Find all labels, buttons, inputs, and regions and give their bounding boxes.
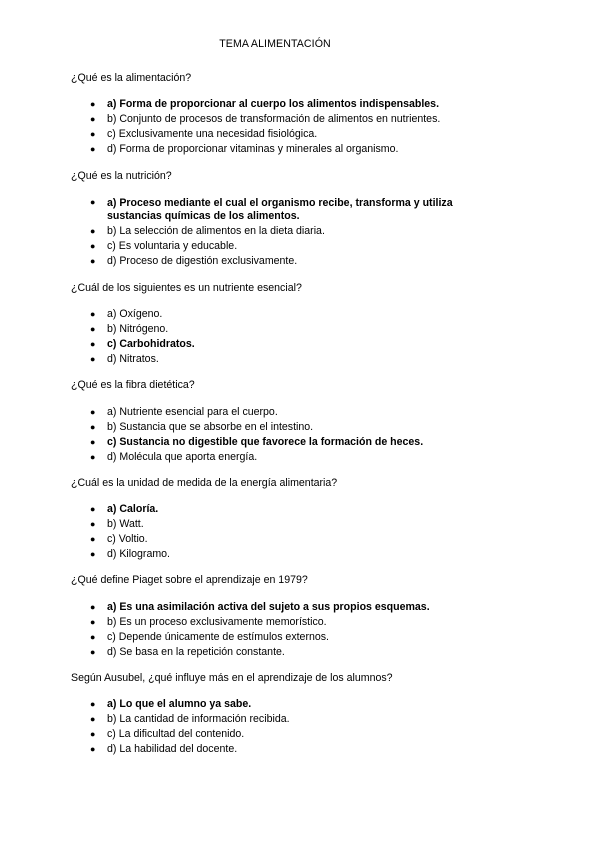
option-text: d) Proceso de digestión exclusivamente. <box>107 255 298 267</box>
option-text: c) Es voluntaria y educable. <box>107 240 238 252</box>
option-3d <box>0 352 477 367</box>
bullet-icon: ● <box>90 632 96 642</box>
option-4c <box>0 435 477 450</box>
bullet-icon: ● <box>90 602 96 612</box>
bullet-icon: ● <box>90 309 96 319</box>
option-text: d) Nitratos. <box>107 353 159 365</box>
bullet-icon: ● <box>90 617 96 627</box>
bullet-icon: ● <box>90 744 96 754</box>
option-2a <box>0 196 477 224</box>
option-text: a) Nutriente esencial para el cuerpo. <box>107 406 278 418</box>
bullet-icon: ● <box>90 324 96 334</box>
question-4: ¿Qué es la fibra dietética? <box>71 379 195 391</box>
question-7: Según Ausubel, ¿qué influye más en el aprendizaje de los alumnos? <box>71 672 393 684</box>
option-text: d) Molécula que aporta energía. <box>107 451 258 463</box>
option-6d <box>0 645 477 660</box>
options-2 <box>0 196 600 269</box>
option-2b <box>0 224 477 239</box>
option-1c <box>0 127 477 142</box>
option-text: d) Kilogramo. <box>107 548 170 560</box>
bullet-icon: ● <box>90 226 96 236</box>
option-text: d) Se basa en la repetición constante. <box>107 646 285 658</box>
question-3: ¿Cuál de los siguientes es un nutriente esencial? <box>71 282 302 294</box>
option-5d <box>0 547 477 562</box>
option-6b <box>0 615 477 630</box>
option-text: c) Carbohidratos. <box>107 338 195 350</box>
option-3a <box>0 307 477 322</box>
option-3c <box>0 337 477 352</box>
option-1b <box>0 112 477 127</box>
bullet-icon: ● <box>90 354 96 364</box>
option-text: c) Voltio. <box>107 533 148 545</box>
option-7b <box>0 712 477 727</box>
question-2: ¿Qué es la nutrición? <box>71 170 172 182</box>
option-text: c) Exclusivamente una necesidad fisiológica. <box>107 128 318 140</box>
bullet-icon: ● <box>90 256 96 266</box>
bullet-icon: ● <box>90 437 96 447</box>
option-5c <box>0 532 477 547</box>
option-text: b) La cantidad de información recibida. <box>107 713 290 725</box>
question-1: ¿Qué es la alimentación? <box>71 72 192 84</box>
bullet-icon: ● <box>90 729 96 739</box>
bullet-icon: ● <box>90 647 96 657</box>
bullet-icon: ● <box>90 699 96 709</box>
option-text: d) La habilidad del docente. <box>107 743 238 755</box>
bullet-icon: ● <box>90 241 96 251</box>
option-text: a) Lo que el alumno ya sabe. <box>107 698 252 710</box>
document-title: TEMA ALIMENTACIÓN <box>219 38 331 50</box>
bullet-icon: ● <box>90 714 96 724</box>
option-text: b) Watt. <box>107 518 144 530</box>
option-2c <box>0 239 477 254</box>
bullet-icon: ● <box>90 534 96 544</box>
option-7a <box>0 697 477 712</box>
option-text: a) Es una asimilación activa del sujeto a sus propios esquemas. <box>107 601 430 613</box>
options-4 <box>0 405 600 465</box>
bullet-icon: ● <box>90 422 96 432</box>
bullet-icon: ● <box>90 452 96 462</box>
option-text: b) La selección de alimentos en la dieta diaria. <box>107 225 325 237</box>
bullet-icon: ● <box>90 407 96 417</box>
option-text: b) Nitrógeno. <box>107 323 169 335</box>
options-5 <box>0 502 600 562</box>
bullet-icon: ● <box>90 144 96 154</box>
options-6 <box>0 600 600 660</box>
options-7 <box>0 697 600 757</box>
option-text: a) Caloría. <box>107 503 159 515</box>
option-text: b) Conjunto de procesos de transformación de alimentos en nutrientes. <box>107 113 441 125</box>
bullet-icon: ● <box>90 129 96 139</box>
option-2d <box>0 254 477 269</box>
option-7c <box>0 727 477 742</box>
bullet-icon: ● <box>90 197 96 207</box>
question-5: ¿Cuál es la unidad de medida de la energía alimentaria? <box>71 477 338 489</box>
option-7d <box>0 742 477 757</box>
option-text: c) La dificultad del contenido. <box>107 728 245 740</box>
option-text: d) Forma de proporcionar vitaminas y minerales al organismo. <box>107 143 399 155</box>
option-6a <box>0 600 477 615</box>
option-5a <box>0 502 477 517</box>
option-text: a) Proceso mediante el cual el organismo recibe, transforma y utiliza sustancias químicas de los alimentos. <box>107 197 453 222</box>
option-4a <box>0 405 477 420</box>
bullet-icon: ● <box>90 549 96 559</box>
options-3 <box>0 307 600 367</box>
option-1d <box>0 142 477 157</box>
option-text: c) Sustancia no digestible que favorece la formación de heces. <box>107 436 424 448</box>
option-text: b) Sustancia que se absorbe en el intestino. <box>107 421 314 433</box>
option-4d <box>0 450 477 465</box>
option-6c <box>0 630 477 645</box>
option-text: b) Es un proceso exclusivamente memorístico. <box>107 616 327 628</box>
option-4b <box>0 420 477 435</box>
bullet-icon: ● <box>90 339 96 349</box>
bullet-icon: ● <box>90 519 96 529</box>
option-text: a) Forma de proporcionar al cuerpo los alimentos indispensables. <box>107 98 440 110</box>
bullet-icon: ● <box>90 99 96 109</box>
option-3b <box>0 322 477 337</box>
option-1a <box>0 97 477 112</box>
option-5b <box>0 517 477 532</box>
question-6: ¿Qué define Piaget sobre el aprendizaje en 1979? <box>71 574 308 586</box>
option-text: a) Oxígeno. <box>107 308 163 320</box>
bullet-icon: ● <box>90 504 96 514</box>
option-text: c) Depende únicamente de estímulos externos. <box>107 631 330 643</box>
options-1 <box>0 97 600 157</box>
bullet-icon: ● <box>90 114 96 124</box>
